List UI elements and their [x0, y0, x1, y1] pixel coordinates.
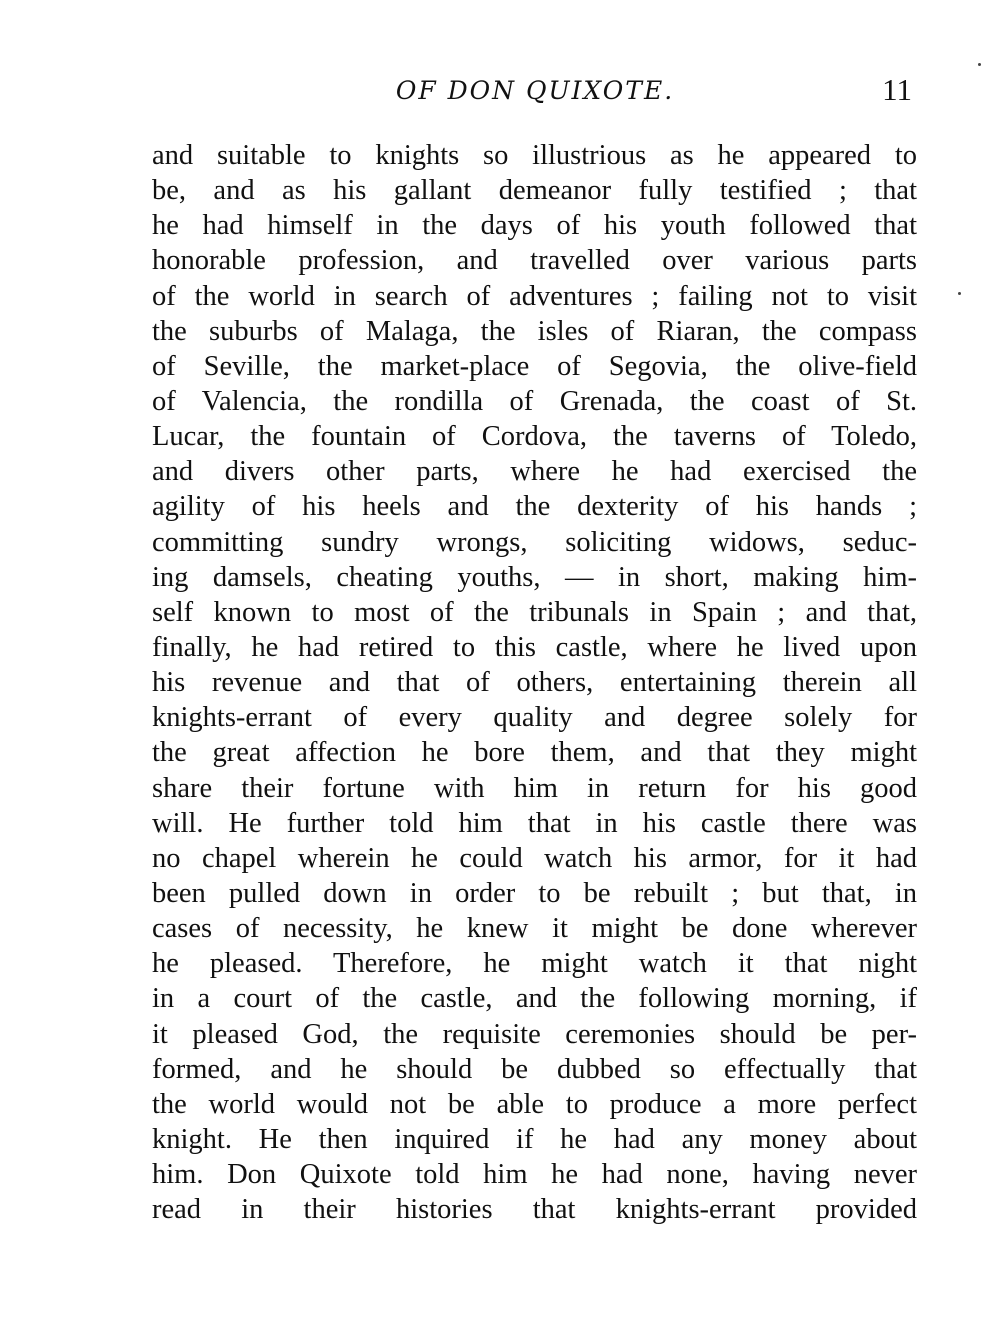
- text-line: he had himself in the days of his youth followed that: [152, 210, 917, 242]
- page-number: 11: [882, 72, 912, 107]
- text-line: will. He further told him that in his castle there was: [152, 807, 917, 839]
- text-line: it pleased God, the requisite ceremonies should be per-: [152, 1018, 917, 1050]
- text-line: he pleased. Therefore, he might watch it that night: [152, 948, 917, 980]
- text-line: him. Don Quixote told him he had none, having never: [152, 1159, 917, 1191]
- text-line: honorable profession, and travelled over various parts: [152, 245, 917, 277]
- text-line: no chapel wherein he could watch his armor, for it had: [152, 842, 917, 874]
- running-title: OF DON QUIXOTE.: [395, 76, 675, 105]
- text-line: Lucar, the fountain of Cordova, the taverns of Toledo,: [152, 421, 917, 453]
- text-line: his revenue and that of others, entertaining therein all: [152, 667, 917, 699]
- text-line: cases of necessity, he knew it might be done wherever: [152, 913, 917, 945]
- text-line: of the world in search of adventures ; failing not to visit: [152, 280, 917, 312]
- text-line: knights-errant of every quality and degree solely for: [152, 702, 917, 734]
- text-line: formed, and he should be dubbed so effectually that: [152, 1053, 917, 1085]
- scan-speck: [978, 63, 981, 66]
- text-line: read in their histories that knights-errant provided: [152, 1194, 917, 1226]
- text-line: the great affection he bore them, and that they might: [152, 737, 917, 769]
- scan-speck: [958, 292, 961, 295]
- running-head: [150, 70, 920, 114]
- text-line: of Seville, the market-place of Segovia, the olive-field: [152, 350, 917, 382]
- text-line: ing damsels, cheating youths, — in short, making him-: [152, 561, 917, 593]
- text-line: self known to most of the tribunals in Spain ; and that,: [152, 596, 917, 628]
- text-line: be, and as his gallant demeanor fully testified ; that: [152, 175, 917, 207]
- text-line: in a court of the castle, and the following morning, if: [152, 983, 917, 1015]
- body-text: [152, 138, 917, 1227]
- text-line: the world would not be able to produce a more perfect: [152, 1088, 917, 1120]
- text-line: finally, he had retired to this castle, where he lived upon: [152, 631, 917, 663]
- text-line: of Valencia, the rondilla of Grenada, the coast of St.: [152, 385, 917, 417]
- text-line: share their fortune with him in return for his good: [152, 772, 917, 804]
- text-line: agility of his heels and the dexterity of his hands ;: [152, 491, 917, 523]
- text-line: the suburbs of Malaga, the isles of Riaran, the compass: [152, 315, 917, 347]
- text-line: been pulled down in order to be rebuilt ; but that, in: [152, 877, 917, 909]
- text-line: and suitable to knights so illustrious as he appeared to: [152, 140, 917, 171]
- text-line: knight. He then inquired if he had any money about: [152, 1123, 917, 1155]
- text-line: and divers other parts, where he had exercised the: [152, 456, 917, 488]
- text-line: committing sundry wrongs, soliciting widows, seduc-: [152, 526, 917, 558]
